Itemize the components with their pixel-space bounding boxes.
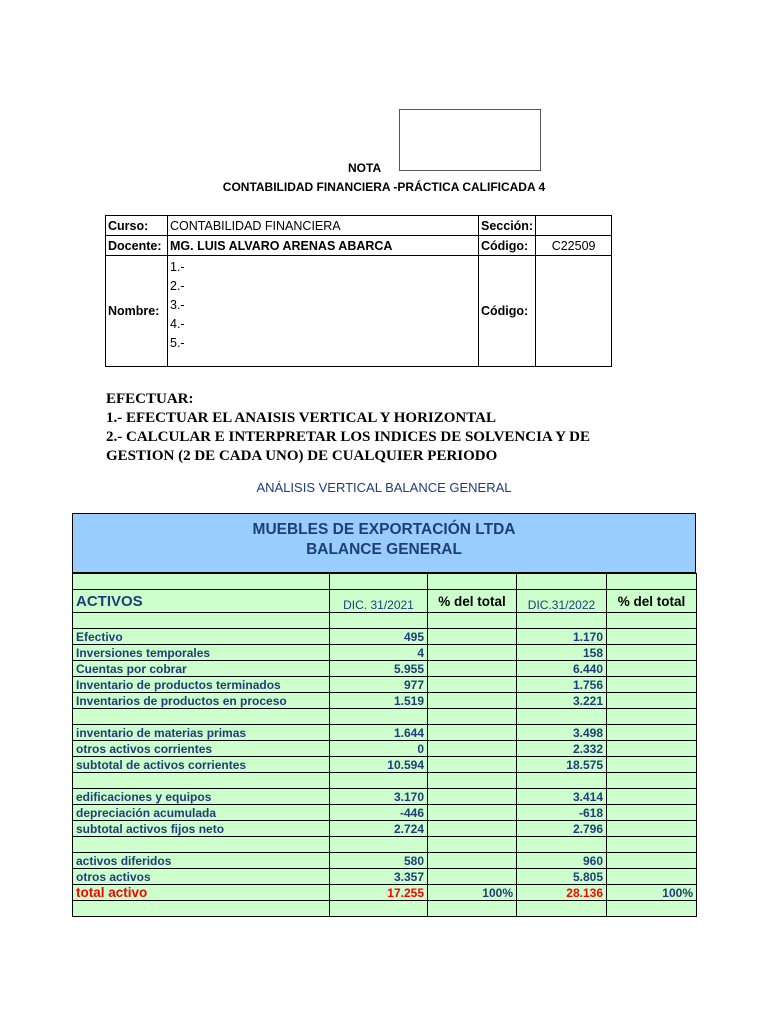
value-2022: -618 xyxy=(517,805,607,821)
pct-2022 xyxy=(607,853,697,869)
instructions-block xyxy=(106,390,590,466)
pct-2022 xyxy=(607,629,697,645)
pct-2022 xyxy=(607,773,697,789)
codigo-value: C22509 xyxy=(536,236,612,256)
value-2022: 3.414 xyxy=(517,789,607,805)
nombre-line: 3.- xyxy=(170,298,185,312)
balance-row xyxy=(73,789,697,805)
pct-2022 xyxy=(607,661,697,677)
pct-2021 xyxy=(428,869,517,885)
pct-2021 xyxy=(428,709,517,725)
pct-2022 xyxy=(607,677,697,693)
pct-2022 xyxy=(607,645,697,661)
pct-2022 xyxy=(607,805,697,821)
pct-2022 xyxy=(607,725,697,741)
pct-2021 xyxy=(428,853,517,869)
row-label: inventario de materias primas xyxy=(73,725,330,741)
row-label: otros activos corrientes xyxy=(73,741,330,757)
pct-2021 xyxy=(428,661,517,677)
date-2022-header: DIC.31/2022 xyxy=(517,590,607,613)
row-label xyxy=(73,773,330,789)
date-2021-header: DIC. 31/2021 xyxy=(330,590,428,613)
value-2021: 3.357 xyxy=(330,869,428,885)
codigo2-label: Código: xyxy=(479,256,536,367)
student-info-table xyxy=(105,215,612,367)
balance-row xyxy=(73,773,697,789)
pct-2021-header: % del total xyxy=(428,590,517,613)
total-label: total activo xyxy=(73,885,330,901)
nota-label: NOTA xyxy=(348,161,382,175)
pct-2022 xyxy=(607,741,697,757)
pct-2021 xyxy=(428,773,517,789)
row-label: subtotal activos fijos neto xyxy=(73,821,330,837)
spacer-row xyxy=(73,574,697,590)
pct-2021 xyxy=(428,677,517,693)
value-2022: 18.575 xyxy=(517,757,607,773)
value-2021: 5.955 xyxy=(330,661,428,677)
balance-row xyxy=(73,693,697,709)
value-2022 xyxy=(517,709,607,725)
value-2022: 2.332 xyxy=(517,741,607,757)
pct-2021 xyxy=(428,629,517,645)
value-2021 xyxy=(330,773,428,789)
curso-label: Curso: xyxy=(106,216,168,236)
row-label xyxy=(73,837,330,853)
row-label: activos diferidos xyxy=(73,853,330,869)
total-row xyxy=(73,885,697,901)
codigo-label: Código: xyxy=(479,236,536,256)
pct-2022 xyxy=(607,757,697,773)
value-2021: 580 xyxy=(330,853,428,869)
instruction-item: GESTION (2 DE CADA UNO) DE CUALQUIER PERIODO xyxy=(106,448,498,464)
total-value-2021: 17.255 xyxy=(330,885,428,901)
value-2022: 3.498 xyxy=(517,725,607,741)
balance-row xyxy=(73,757,697,773)
balance-header xyxy=(72,513,696,573)
pct-2021 xyxy=(428,837,517,853)
value-2022: 1.170 xyxy=(517,629,607,645)
value-2022 xyxy=(517,773,607,789)
value-2022 xyxy=(517,837,607,853)
balance-row xyxy=(73,805,697,821)
balance-row xyxy=(73,821,697,837)
value-2022: 158 xyxy=(517,645,607,661)
value-2022: 5.805 xyxy=(517,869,607,885)
balance-row xyxy=(73,837,697,853)
instructions-heading: EFECTUAR: xyxy=(106,391,194,407)
balance-row xyxy=(73,629,697,645)
row-label xyxy=(73,709,330,725)
column-header-row xyxy=(73,590,697,613)
pct-2021 xyxy=(428,757,517,773)
pct-2021 xyxy=(428,789,517,805)
balance-row xyxy=(73,709,697,725)
nombres-list xyxy=(168,256,479,367)
row-label: subtotal de activos corrientes xyxy=(73,757,330,773)
row-label: Efectivo xyxy=(73,629,330,645)
pct-2021 xyxy=(428,821,517,837)
value-2021: -446 xyxy=(330,805,428,821)
pct-2022 xyxy=(607,709,697,725)
analysis-title: ANÁLISIS VERTICAL BALANCE GENERAL xyxy=(256,480,512,495)
spacer-row xyxy=(73,613,697,629)
balance-row xyxy=(73,677,697,693)
balance-row xyxy=(73,869,697,885)
value-2021 xyxy=(330,709,428,725)
row-label: Inversiones temporales xyxy=(73,645,330,661)
statement-title: BALANCE GENERAL xyxy=(306,541,462,558)
balance-row xyxy=(73,725,697,741)
pct-2021 xyxy=(428,805,517,821)
pct-2021 xyxy=(428,645,517,661)
document-subtitle: CONTABILIDAD FINANCIERA -PRÁCTICA CALIFICADA 4 xyxy=(222,180,546,194)
balance-row xyxy=(73,661,697,677)
instruction-item: 1.- EFECTUAR EL ANAISIS VERTICAL Y HORIZONTAL xyxy=(106,410,496,426)
total-value-2022: 28.136 xyxy=(517,885,607,901)
nota-grade-box xyxy=(399,109,541,171)
total-pct-2022: 100% xyxy=(607,885,697,901)
value-2021: 977 xyxy=(330,677,428,693)
value-2021: 4 xyxy=(330,645,428,661)
nombre-line: 4.- xyxy=(170,317,185,331)
balance-table xyxy=(72,573,697,917)
row-label: otros activos xyxy=(73,869,330,885)
pct-2021 xyxy=(428,741,517,757)
codigo2-value xyxy=(536,256,612,367)
row-label: Cuentas por cobrar xyxy=(73,661,330,677)
docente-value: MG. LUIS ALVARO ARENAS ABARCA xyxy=(168,236,479,256)
value-2022: 3.221 xyxy=(517,693,607,709)
value-2021 xyxy=(330,837,428,853)
activos-header: ACTIVOS xyxy=(73,590,330,613)
value-2021: 2.724 xyxy=(330,821,428,837)
value-2021: 1.519 xyxy=(330,693,428,709)
value-2021: 10.594 xyxy=(330,757,428,773)
value-2022: 1.756 xyxy=(517,677,607,693)
value-2022: 2.796 xyxy=(517,821,607,837)
balance-row xyxy=(73,853,697,869)
value-2022: 6.440 xyxy=(517,661,607,677)
pct-2022 xyxy=(607,693,697,709)
row-label: edificaciones y equipos xyxy=(73,789,330,805)
pct-2021 xyxy=(428,725,517,741)
total-pct-2021: 100% xyxy=(428,885,517,901)
row-label: Inventario de productos terminados xyxy=(73,677,330,693)
balance-row xyxy=(73,741,697,757)
nombre-line: 1.- xyxy=(170,260,185,274)
spacer-row xyxy=(73,901,697,917)
balance-sheet xyxy=(72,513,696,917)
pct-2022 xyxy=(607,821,697,837)
docente-label: Docente: xyxy=(106,236,168,256)
curso-value: CONTABILIDAD FINANCIERA xyxy=(168,216,479,236)
value-2021: 0 xyxy=(330,741,428,757)
pct-2022-header: % del total xyxy=(607,590,697,613)
seccion-label: Sección: xyxy=(479,216,536,236)
value-2021: 3.170 xyxy=(330,789,428,805)
pct-2022 xyxy=(607,837,697,853)
value-2021: 1.644 xyxy=(330,725,428,741)
nombre-line: 2.- xyxy=(170,279,185,293)
nombre-label: Nombre: xyxy=(106,256,168,367)
pct-2022 xyxy=(607,789,697,805)
pct-2021 xyxy=(428,693,517,709)
instruction-item: 2.- CALCULAR E INTERPRETAR LOS INDICES DE SOLVENCIA Y DE xyxy=(106,429,590,445)
row-label: depreciación acumulada xyxy=(73,805,330,821)
balance-row xyxy=(73,645,697,661)
row-label: Inventarios de productos en proceso xyxy=(73,693,330,709)
seccion-value xyxy=(536,216,612,236)
value-2022: 960 xyxy=(517,853,607,869)
pct-2022 xyxy=(607,869,697,885)
value-2021: 495 xyxy=(330,629,428,645)
nombre-line: 5.- xyxy=(170,336,185,350)
company-name: MUEBLES DE EXPORTACIÓN LTDA xyxy=(252,521,516,538)
